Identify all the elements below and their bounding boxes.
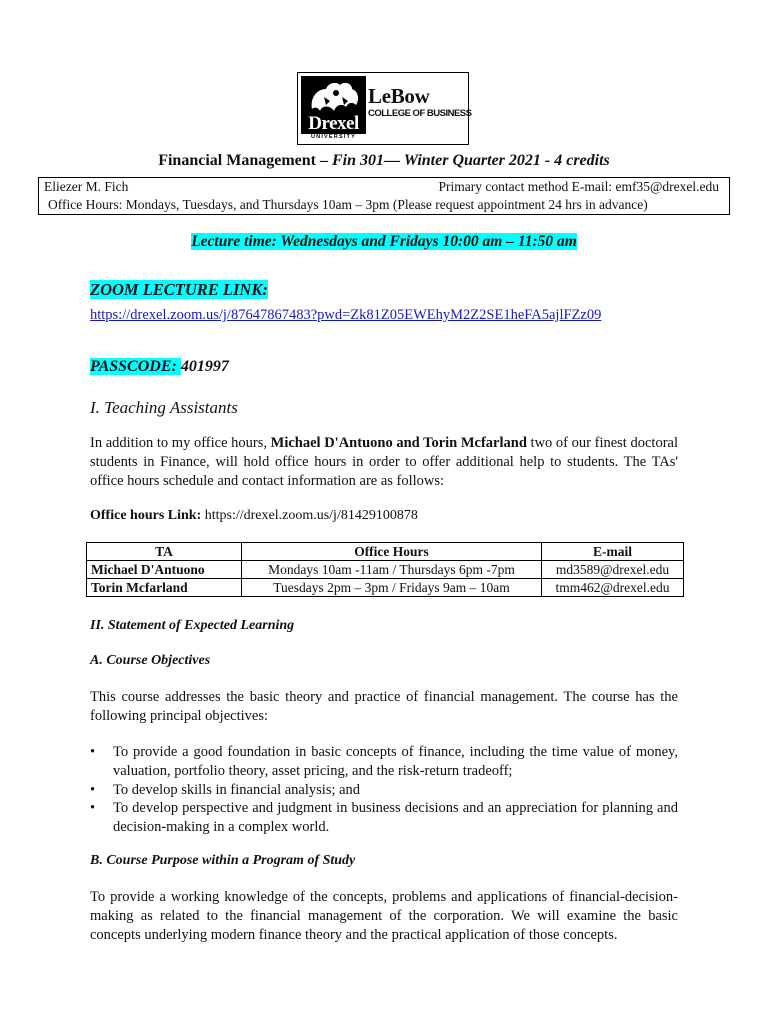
instructor-info-box [38,177,730,215]
dragon-icon [306,79,362,117]
table-row [87,561,684,579]
ta-intro-paragraph [90,434,678,491]
course-purpose-paragraph: To provide a working knowledge of the concepts, problems and applications of financial-decision-making as related to the financial management of the corporation. We will examine the basic concepts underlying modern finance theory and the practical application of those concepts. [90,889,678,943]
section-heading-teaching-assistants [90,398,238,418]
contact-method: Primary contact method E-mail: emf35@drexel.edu [438,179,719,194]
bullet-icon: • [90,744,96,760]
lebow-wordmark: LeBow [368,84,430,108]
office-hours: Office Hours: Mondays, Tuesdays, and Thursdays 10am – 3pm (Please request appointment 24 hrs in advance) [48,197,648,212]
section-number: I [90,398,96,417]
ta-name: Michael D'Antuono [87,561,242,579]
course-intro-paragraph: This course addresses the basic theory and practice of financial management. The course has the following principal objectives: [90,689,678,724]
zoom-heading [90,280,268,300]
table-header-ta: TA [87,543,242,561]
college-label: COLLEGE OF BUSINESS [368,108,472,119]
subsection-heading-course-objectives: A. Course Objectives [90,653,211,668]
ta-intro-before: In addition to my office hours, [90,435,271,451]
zoom-lecture-link[interactable]: https://drexel.zoom.us/j/87647867483?pwd=Zk81Z05EWEhyM2Z2SE1heFA5ajlFZz09 [90,307,602,323]
section-title: . Teaching Assistants [95,398,238,417]
office-hours-link-line [90,508,418,524]
university-label: UNIVERSITY [301,134,366,141]
bullet-icon: • [90,782,96,798]
ta-name: Torin Mcfarland [87,579,242,597]
bullet-icon: • [90,800,96,816]
table-header-email: E-mail [542,543,684,561]
ta-email[interactable]: tmm462@drexel.edu [542,579,684,597]
drexel-wordmark: Drexel [308,113,359,134]
table-row [87,579,684,597]
zoom-heading-text: ZOOM LECTURE LINK: [90,280,268,299]
ta-intro-after: two of our finest doctoral students in Finance, will hold office hours in order to offer additional help to students. The TAs' office hours schedule and contact information are as follows: [90,435,678,489]
course-title [0,152,768,170]
subsection-heading-course-purpose: B. Course Purpose within a Program of Study [90,853,356,868]
list-item-text: To provide a good foundation in basic concepts of finance, including the time value of money, valuation, portfolio theory, asset pricing, and the risk-return tradeoff; [113,744,678,779]
lecture-time-text: Lecture time: Wednesdays and Fridays 10:00 am – 11:50 am [191,233,577,250]
lecture-time [0,233,768,251]
instructor-name: Eliezer M. Fich [44,179,129,194]
list-item-text: To develop skills in financial analysis; and [113,782,361,798]
ta-office-hours: Tuesdays 2pm – 3pm / Fridays 9am – 10am [242,579,542,597]
passcode-label: PASSCODE: [90,358,181,375]
course-name: Financial Management – [158,152,332,169]
office-hours-link-url[interactable]: https://drexel.zoom.us/j/81429100878 [201,508,418,523]
office-hours-link-label: Office hours Link: [90,508,202,523]
course-code-term: Fin 301— Winter Quarter 2021 - 4 credits [331,152,610,169]
ta-email[interactable]: md3589@drexel.edu [542,561,684,579]
table-header-office-hours: Office Hours [242,543,542,561]
list-item-text: To develop perspective and judgment in business decisions and an appreciation for planning and decision-making in a complex world. [113,800,678,835]
section-heading-expected-learning: II. Statement of Expected Learning [90,618,295,633]
ta-table [86,542,684,597]
table-header-row [87,543,684,561]
passcode [90,358,229,376]
ta-office-hours: Mondays 10am -11am / Thursdays 6pm -7pm [242,561,542,579]
passcode-value: 401997 [180,358,229,375]
ta-names: Michael D'Antuono and Torin Mcfarland [270,435,527,451]
